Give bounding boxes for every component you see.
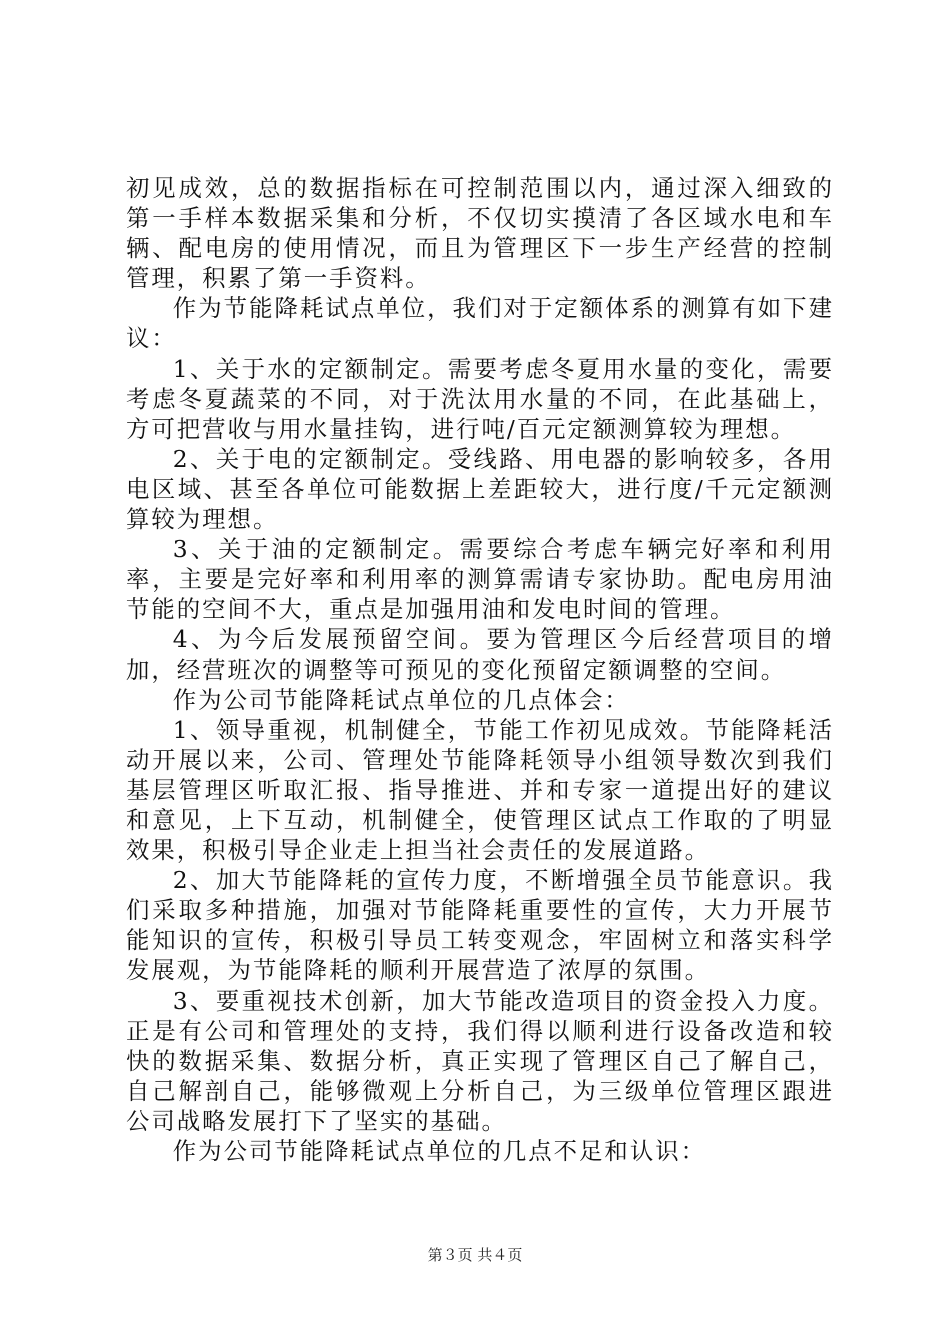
paragraph-leadership: 1、领导重视，机制健全，节能工作初见成效。节能降耗活动开展以来，公司、管理处节能降耗领导小组领导数次到我们基层管理区听取汇报、指导推进、并和专家一道提出好的建议和意见，上下互动，机制健全，使管理区试点工作取的了明显效果，积极引导企业走上担当社会责任的发展道路。 bbox=[126, 715, 834, 865]
paragraph-continuation: 初见成效，总的数据指标在可控制范围以内，通过深入细致的第一手样本数据采集和分析，不仅切实摸清了各区域水电和车辆、配电房的使用情况，而且为管理区下一步生产经营的控制管理，积累了第一手资料。 bbox=[126, 174, 834, 293]
paragraph-electricity-quota: 2、关于电的定额制定。受线路、用电器的影响较多，各用电区域、甚至各单位可能数据上差距较大，进行度/千元定额测算较为理想。 bbox=[126, 444, 834, 534]
paragraph-shortcomings-heading: 作为公司节能降耗试点单位的几点不足和认识： bbox=[172, 1137, 706, 1165]
paragraph-experience-heading: 作为公司节能降耗试点单位的几点体会： bbox=[172, 685, 630, 714]
paragraph-innovation: 3、要重视技术创新，加大节能改造项目的资金投入力度。正是有公司和管理处的支持，我们得以顺利进行设备改造和较快的数据采集、数据分析，真正实现了管理区自己了解自己，自己解剖自己，能够微观上分析自己，为三级单位管理区跟进公司战略发展打下了坚实的基础。 bbox=[126, 986, 834, 1135]
paragraph-oil-quota: 3、关于油的定额制定。需要综合考虑车辆完好率和利用率，主要是完好率和利用率的测算需请专家协助。配电房用油节能的空间不大，重点是加强用油和发电时间的管理。 bbox=[126, 535, 834, 624]
paragraph-water-quota: 1、关于水的定额制定。需要考虑冬夏用水量的变化，需要考虑冬夏蔬菜的不同，对于洗汰用水量的不同，在此基础上，方可把营收与用水量挂钩，进行吨/百元定额测算较为理想。 bbox=[126, 354, 834, 443]
paragraph-quota-intro: 作为节能降耗试点单位，我们对于定额体系的测算有如下建议： bbox=[126, 294, 834, 353]
document-body bbox=[126, 173, 834, 1166]
paragraph-reserve-space: 4、为今后发展预留空间。要为管理区今后经营项目的增加，经营班次的调整等可预见的变化预留定额调整的空间。 bbox=[126, 625, 834, 684]
paragraph-publicity: 2、加大节能降耗的宣传力度，不断增强全员节能意识。我们采取多种措施，加强对节能降耗重要性的宣传，大力开展节能知识的宣传，积极引导员工转变观念，牢固树立和落实科学发展观，为节能降耗的顺利开展营造了浓厚的氛围。 bbox=[126, 866, 834, 985]
page-number-footer: 第３页 共４页 bbox=[427, 1246, 523, 1264]
